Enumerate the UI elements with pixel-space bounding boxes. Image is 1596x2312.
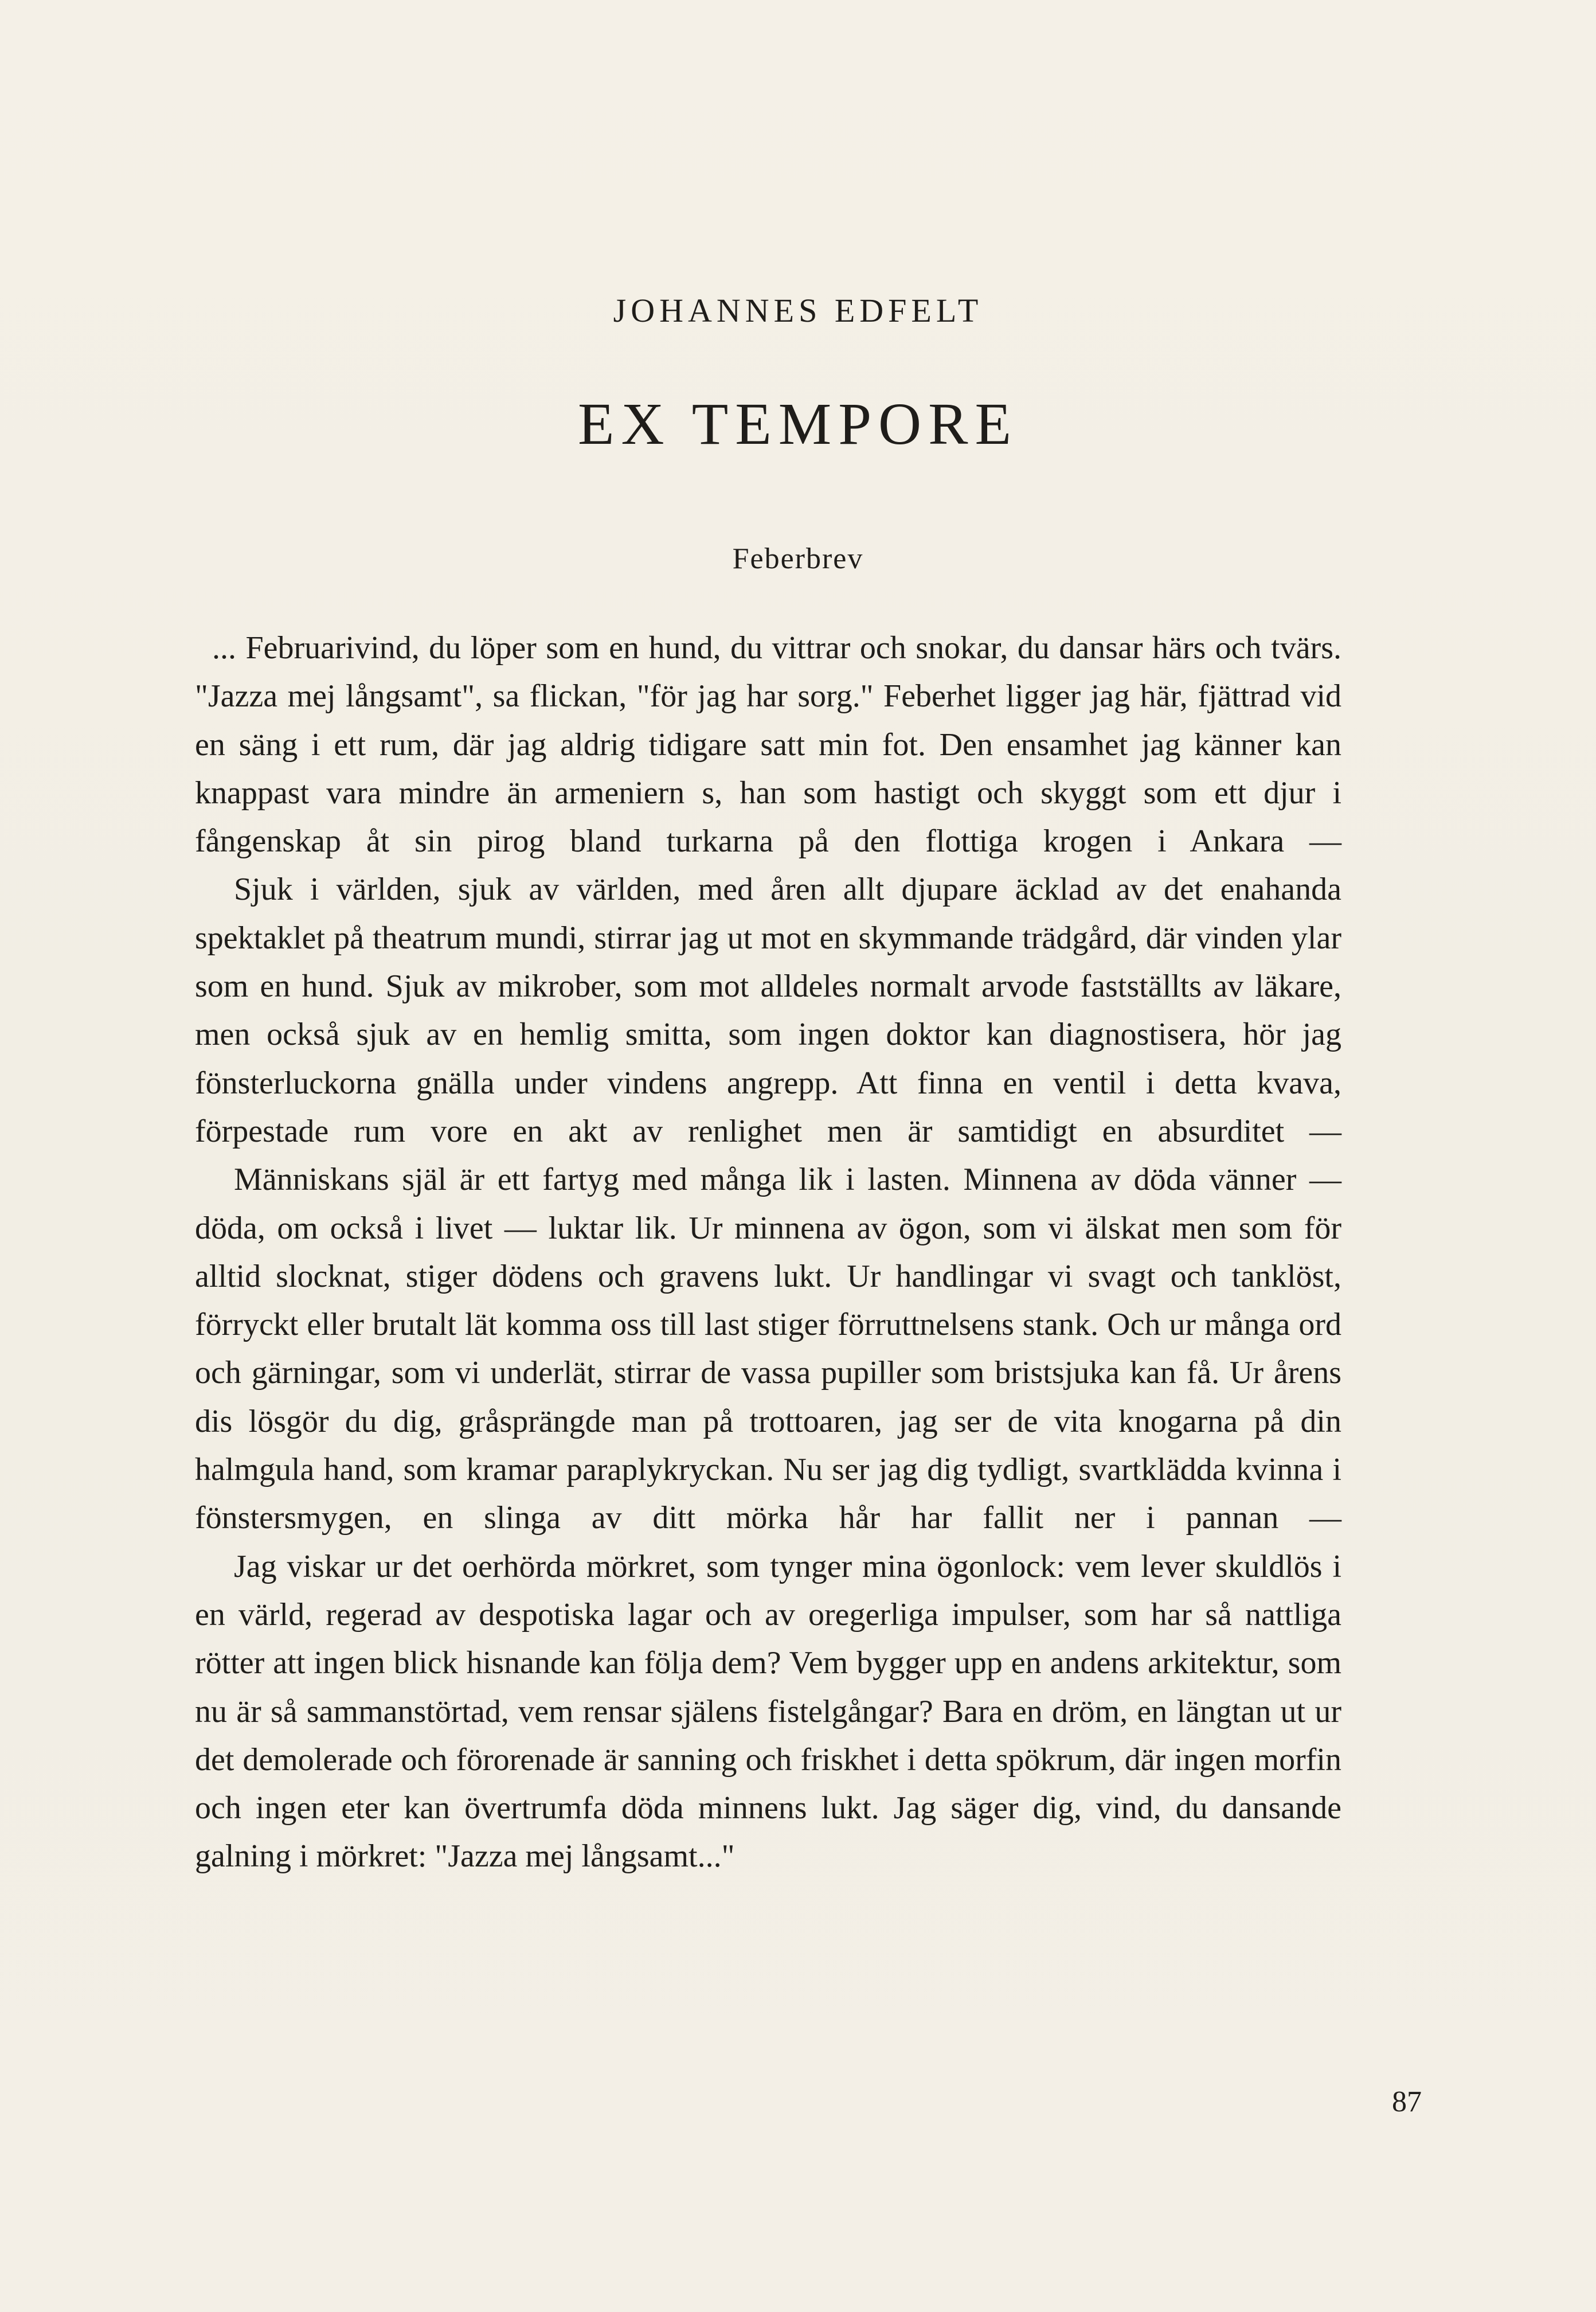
- paragraph-3: Människans själ är ett fartyg med många lik i lasten. Minnena av döda vänner — döda, om också i livet — luktar lik. Ur minnena av ögon, som vi älskat men som för alltid slocknat, stiger dödens och gravens lukt. Ur handlingar vi svagt och tanklöst, förryckt eller brutalt lät komma oss till last stiger förruttnelsens stank. Och ur många ord och gärningar, som vi underlät, stirrar de vassa pupiller som bristsjuka kan få. Ur årens dis lösgör du dig, gråsprängde man på trottoaren, jag ser de vita knogarna på din halmgula hand, som kramar paraplykryckan. Nu ser jag dig tydligt, svartklädda kvinna i fönstersmygen, en slinga av ditt mörka hår har fallit ner i pannan —: [195, 1162, 1341, 1536]
- page-number: 87: [1392, 2086, 1422, 2118]
- paragraph-2: Sjuk i världen, sjuk av världen, med åren allt djupare äcklad av det enahanda spektaklet på theatrum mundi, stirrar jag ut mot en skymmande trädgård, där vinden ylar som en hund. Sjuk av mikrober, som mot alldeles normalt arvode fastställts av läkare, men också sjuk av en hemlig smitta, som ingen doktor kan diagnostisera, hör jag fönsterluckorna gnälla under vindens angrepp. Att finna en ventil i detta kvava, förpestade rum vore en akt av renlighet men är samtidigt en absurditet —: [195, 872, 1341, 1149]
- paragraph-1: ... Februarivind, du löper som en hund, du vittrar och snokar, du dansar härs och tvärs. "Jazza mej långsamt", sa flickan, "för jag har sorg." Feberhet ligger jag här, fjättrad vid en säng i ett rum, där jag aldrig tidigare satt min fot. Den ensamhet jag känner kan knappast vara mindre än armeniern s, han som hastigt och skyggt som ett djur i fångenskap åt sin pirog bland turkarna på den flottiga krogen i Ankara —: [195, 630, 1341, 860]
- paragraph-4: Jag viskar ur det oerhörda mörkret, som tynger mina ögonlock: vem lever skuldlös i en värld, regerad av despotiska lagar och av oregerliga impulser, som har så nattliga rötter att ingen blick hisnande kan följa dem? Vem bygger upp en andens arkitektur, som nu är så sammanstörtad, vem rensar själens fistelgångar? Bara en dröm, en längtan ut ur det demolerade och förorenade är sanning och friskhet i detta spökrum, där ingen morfin och ingen eter kan övertrumfa döda minnens lukt. Jag säger dig, vind, du dansande galning i mörkret: "Jazza mej långsamt...": [195, 1548, 1341, 1874]
- body-text: [195, 624, 1341, 1881]
- section-subtitle: Feberbrev: [732, 542, 864, 575]
- author-name: JOHANNES EDFELT: [613, 292, 983, 329]
- page-title: EX TEMPORE: [577, 391, 1019, 457]
